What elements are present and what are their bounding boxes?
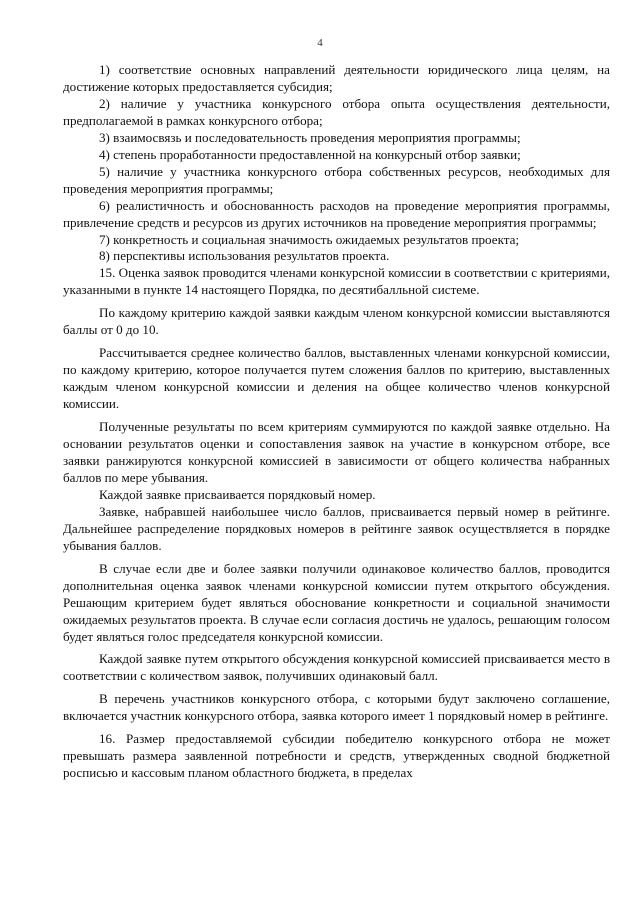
clause-16-paragraph: 16. Размер предоставляемой субсидии победителю конкурсного отбора не может превышать размера заявленной потребности и средств, утвержденных сводной бюджетной росписью и кассовым планом областного бюджета, в пределах <box>63 731 610 781</box>
winners-list-paragraph: В перечень участников конкурсного отбора, с которыми будут заключено соглашение, включается участник конкурсного отбора, заявка которого имеет 1 порядковый номер в рейтинге. <box>63 691 610 724</box>
clause-15-paragraph: 15. Оценка заявок проводится членами конкурсной комиссии в соответствии с критериями, указанными в пункте 14 настоящего Порядка, по десятибалльной системе. <box>63 265 610 298</box>
page-number: 4 <box>317 37 323 49</box>
ordinal-number-paragraph: Каждой заявке присваивается порядковый номер. <box>99 486 376 502</box>
tie-break-paragraph: В случае если две и более заявки получили одинаковое количество баллов, проводится дополнительная оценка заявок членами конкурсной комиссии путем открытого обсуждения. Решающим критерием будет являться обоснование конкретности и социальной значимости ожидаемых результатов проекта. В случае если согласия достичь не удалось, решающим голосом будет являться голос председателя конкурсной комиссии. <box>63 560 610 644</box>
criterion-4-paragraph: 4) степень проработанности предоставленной на конкурсный отбор заявки; <box>99 146 521 162</box>
average-score-paragraph: Рассчитывается среднее количество баллов, выставленных членами конкурсной комиссии, по каждому критерию, которое получается путем сложения баллов по критерию, выставленных каждым членом конкурсной комиссии и деления на общее количество членов конкурсной комиссии. <box>63 345 610 412</box>
criterion-6-paragraph: 6) реалистичность и обоснованность расходов на проведение мероприятия программы, привлечение средств и ресурсов из других источников на проведение мероприятия программы; <box>63 197 610 230</box>
place-assignment-paragraph: Каждой заявке путем открытого обсуждения конкурсной комиссией присваивается место в соответствии с количеством заявок, получивших одинаковый балл. <box>63 651 610 684</box>
criterion-1-paragraph: 1) соответствие основных направлений деятельности юридического лица целям, на достижение которых предоставляется субсидия; <box>63 62 610 94</box>
first-place-paragraph: Заявке, набравшей наибольшее число баллов, присваивается первый номер в рейтинге. Дальнейшее распределение порядковых номеров в рейтинге заявок осуществляется в порядке убывания баллов. <box>63 503 610 553</box>
scoring-range-paragraph: По каждому критерию каждой заявки каждым членом конкурсной комиссии выставляются баллы от 0 до 10. <box>63 305 610 338</box>
criterion-7-paragraph: 7) конкретность и социальная значимость ожидаемых результатов проекта; <box>99 231 520 247</box>
document-body <box>63 62 610 782</box>
criterion-8-paragraph: 8) перспективы использования результатов проекта. <box>99 248 390 264</box>
criterion-2-paragraph: 2) наличие у участника конкурсного отбора опыта осуществления деятельности, предполагаемой в рамках конкурсного отбора; <box>63 95 610 128</box>
ranking-paragraph: Полученные результаты по всем критериям суммируются по каждой заявке отдельно. На основании результатов оценки и сопоставления заявок на участие в конкурсном отборе, все заявки ранжируются конкурсной комиссией в зависимости от общего количества набранных баллов по мере убывания. <box>63 419 610 485</box>
criterion-5-paragraph: 5) наличие у участника конкурсного отбора собственных ресурсов, необходимых для проведения мероприятия программы; <box>63 163 610 196</box>
criterion-3-paragraph: 3) взаимосвязь и последовательность проведения мероприятия программы; <box>99 129 521 145</box>
